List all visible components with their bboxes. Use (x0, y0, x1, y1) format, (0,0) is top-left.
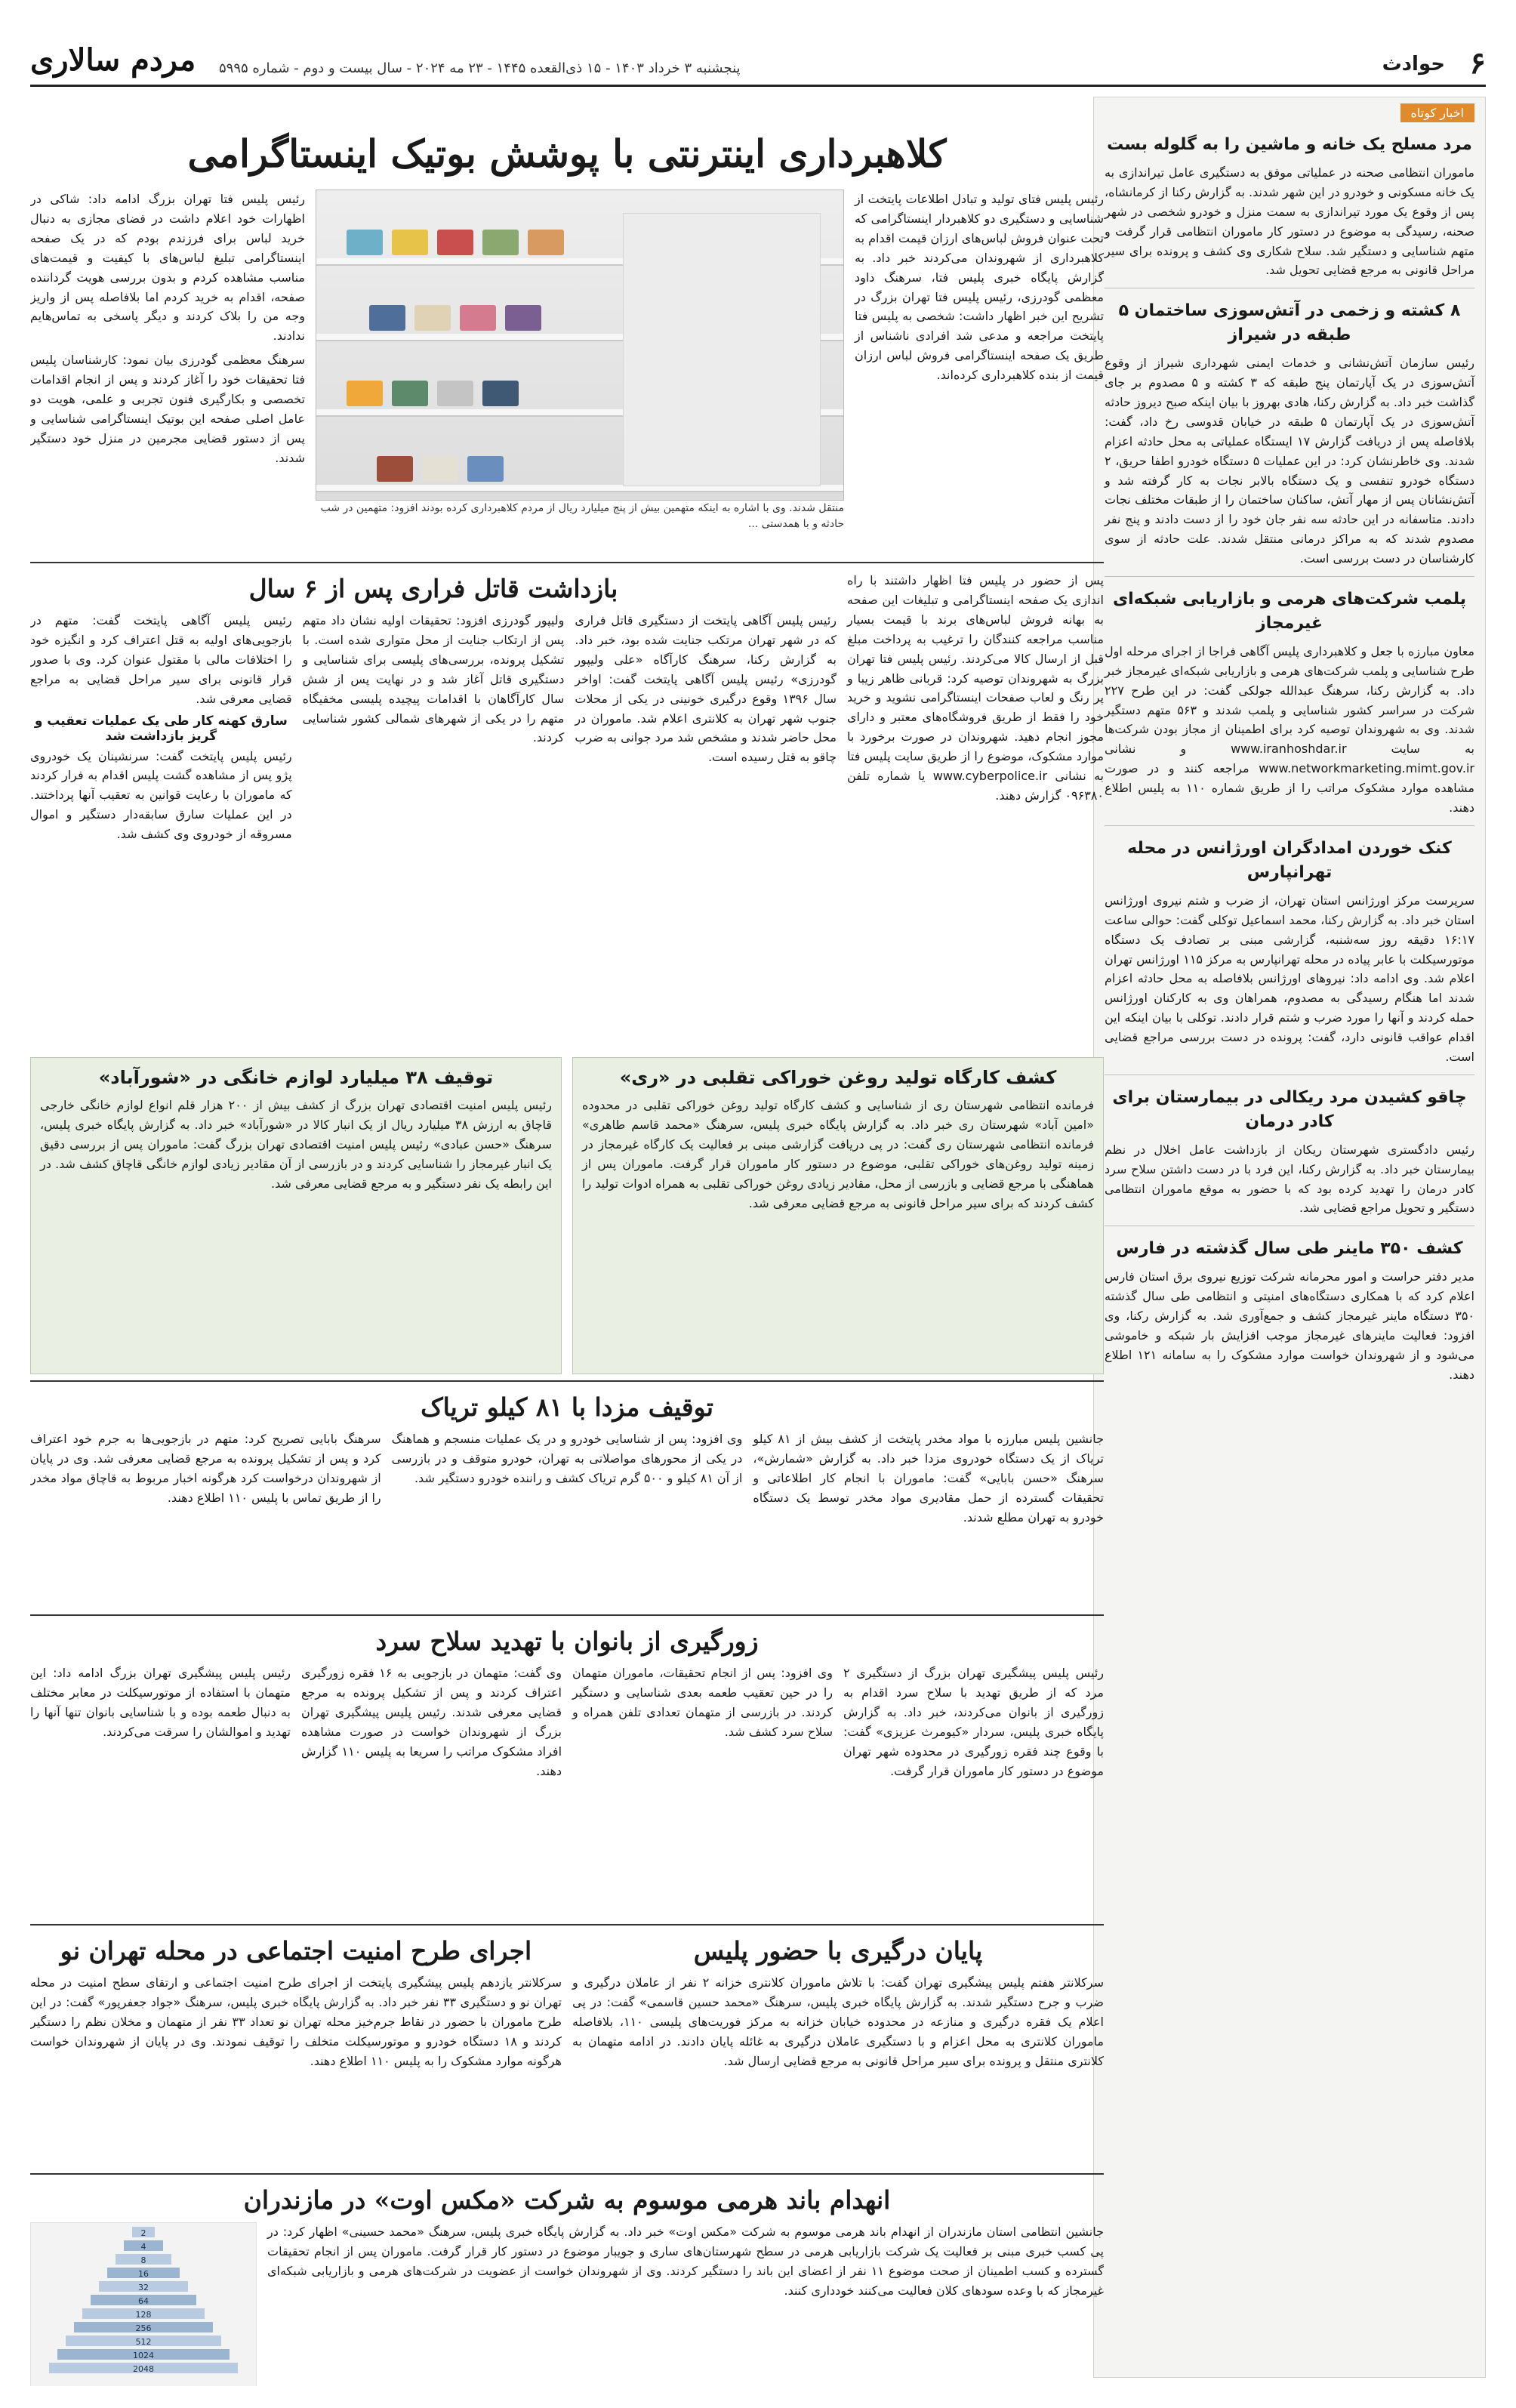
pyramid-level-label: 2 (140, 2228, 146, 2238)
story-fugitive (30, 562, 1104, 1062)
brief-4-body: سرپرست مرکز اورژانس استان تهران، از ضرب و شتم نیروی اورژانس استان خبر داد. به گزارش رکنا، محمد اسماعیل توکلی گفت: حوالی ساعت ۱۶:۱۷ دقیقه روز سه‌شنبه، گزارشی مبنی بر تصادف یک دستگاه موتورسیکلت با عابر پیاده در محله تهرانپارس به مرکز ۱۱۵ اورژانس تهران اعلام شد. وی ادامه داد: نیروهای اورژانس بلافاصله به محل حادثه اعزام شدند اما هنگام رسیدگی به مصدوم، همراهان وی به کارکنان اورژانس حمله کردند و آنها را مورد ضرب و شتم قرار دادند. توکلی با بیان اینکه این اقدام عواقب قانونی دارد، گفت: پرونده در دست بررسی مراجع قضایی است. (1105, 893, 1475, 1065)
opium-col-1: جانشین پلیس مبارزه با مواد مخدر پایتخت از کشف بیش از ۸۱ کیلو تریاک از یک دستگاه خودروی مزدا خبر داد. به گزارش «شمارش»، سرهنگ «حسن بابایی» گفت: ماموران با انجام کار اطلاعاتی و تحقیقات گسترده از حمل مقادیری مواد مخدر توسط یک دستگاه خودرو به تهران مطلع شدند. (753, 1432, 1104, 1525)
pyramid-level-label: 1024 (133, 2351, 154, 2360)
story-security-plan (30, 1933, 562, 2076)
lead-col-1: رئیس پلیس فتای تولید و تبادل اطلاعات پایتخت از شناسایی و دستگیری دو کلاهبردار اینستاگرامی که تحت عنوان فروش لباس‌های ارزان قیمت اقدام به کلاهبرداری از شهروندان می‌کردند خبر داد. به گزارش پایگاه خبری پلیس فتا، سرهنگ داود معظمی گودرزی، رئیس پلیس فتا تهران بزرگ در تشریح این خبر اظهار داشت: شخصی به پلیس فتا پایتخت مراجعه و مدعی شد افرادی ناشناس از طریق یک صفحه اینستاگرامی فروش لباس ارزان قیمت از بنده کلاهبرداری کرده‌اند. (854, 192, 1104, 383)
brief-news-tag: اخبار کوتاه (1400, 103, 1474, 122)
robbery-headline: زورگیری از بانوان با تهدید سلاح سرد (375, 1626, 759, 1656)
pyramid-body: جانشین انتظامی استان مازندران از انهدام باند هرمی موسوم به شرکت «مکس اوت» خبر داد. به گزارش پایگاه خبری پلیس، سرهنگ «محمد حسینی» اظهار کرد: در پی کسب خبری مبنی بر فعالیت یک شرکت بازاریابی هرمی در سطح شهرستان‌های ساری و جویبار موضوع در دستور کار قرار گرفت. ماموران پس از انجام تحقیقات گسترده و کسب اطمینان از صحت موضوع ۱۱ نفر از اعضای این باند را دستگیر کردند. وی از شهروندان خواست از عضویت در شرکت‌های هرمی و بازاریابی شبکه‌ای غیرمجاز که با وعده سودهای کلان فعالیت می‌کنند خودداری کنند. (267, 2225, 1104, 2298)
brief-5-title: چاقو کشیدن مرد ریکالی در بیمارستان برای کادر درمان (1112, 1087, 1467, 1131)
brief-2-title: ۸ کشته و زخمی در آتش‌سوزی ساختمان ۵ طبقه در شیراز (1118, 301, 1461, 345)
robbery-col-3: وی گفت: متهمان در بازجویی به ۱۶ فقره زورگیری اعتراف کردند و پس از تشکیل پرونده به مرجع قضایی معرفی شدند. رئیس پلیس پیشگیری تهران بزرگ از شهروندان خواست در صورت مشاهده افراد مشکوک مراتب را سریعا به پلیس ۱۱۰ گزارش دهند. (301, 1666, 562, 1778)
pyramid-level-label: 16 (138, 2269, 149, 2279)
fugitive-col-3: رئیس پلیس آگاهی پایتخت گفت: متهم در بازجویی‌های اولیه به قتل اعتراف کرد و انگیزه خود را اختلافات مالی با مقتول عنوان کرد. وی با صدور قرار قانونی برای سیر مراحل قضایی به مراجع قضایی معرفی شد. (30, 613, 292, 706)
security-plan-body: سرکلانتر یازدهم پلیس پیشگیری پایتخت از اجرای طرح امنیت اجتماعی و ارتقای سطح امنیت در محله تهران نو و دستگیری ۳۳ نفر خبر داد. به گزارش پایگاه خبری پلیس، سرهنگ «جواد جعفرپور» گفت: در این طرح ماموران با حضور در نقاط جرم‌خیز محله تهران نو تعداد ۳۳ نفر از متهمان و مخلان نظم را دستگیر کردند و ۱۸ دستگاه خودرو و موتورسیکلت متخلف را توقیف نمودند. وی در پایان از شهروندان خواست هرگونه موارد مشکوک را به پلیس ۱۱۰ اطلاع دهند. (30, 1975, 562, 2068)
newspaper-logo: مردم سالاری (30, 42, 196, 78)
brief-4-title: کنک خوردن امدادگران اورژانس در محله تهرانپارس (1127, 839, 1452, 882)
lead-headline: کلاهبرداری اینترنتی با پوشش بوتیک اینستاگرامی (187, 131, 947, 176)
masthead (30, 42, 1486, 87)
story-robbery (30, 1614, 1104, 1925)
pyramid-level-label: 4 (140, 2242, 146, 2252)
clash-headline: پایان درگیری با حضور پلیس (693, 1936, 983, 1966)
story-clash (572, 1933, 1104, 2076)
brief-2-body: رئیس سازمان آتش‌نشانی و خدمات ایمنی شهرداری شیراز از وقوع آتش‌سوزی در یک آپارتمان پنج طبقه که ۳ کشته و ۵ مصدوم بر جای گذاشت خبر داد. به گزارش رکنا، هادی بهروز با بیان اینکه صبح دیروز حادثه آتش‌سوزی در یک آپارتمان ۵ طبقه در خیابان قدوسی رخ داد، گفت: بلافاصله پس از دریافت گزارش ۱۷ ایستگاه عملیاتی به محل حادثه اعزام شدند. وی خاطرنشان کرد: در این عملیات ۵ دستگاه خودرو اطفا حریق، ۲ دستگاه خودرو تنفسی و یک دستگاه بالابر نجات به کار گرفته شد و آتش‌نشانان پس از مهار آتش، ساکنان ساختمان را از طبقات مختلف نجات دادند. متاسفانه در این حادثه سه نفر جان خود را از دست دادند و پنج نفر مصدوم شدند که به مراکز درمانی منتقل شدند. علت حادثه از سوی کارشناسان در دست بررسی است. (1105, 356, 1475, 566)
robbery-col-4: رئیس پلیس پیشگیری تهران بزرگ ادامه داد: این متهمان با استفاده از موتورسیکلت در معابر مختلف به دنبال طعمه بوده و با شناسایی بانوان تنها آنها را تهدید و اموالشان را سرقت می‌کردند. (30, 1666, 291, 1739)
boutique-photo (316, 190, 844, 501)
stories-row (30, 1924, 1104, 2175)
brief-3-title: پلمب شرکت‌های هرمی و بازاریابی شبکه‌ای غیرمجاز (1112, 590, 1467, 633)
brief-5-body: رئیس دادگستری شهرستان ریکان از بازداشت عامل اخلال در نظم بیمارستان خبر داد. به گزارش رکنا، این فرد با در دست داشتن سلاح سرد کادر درمان را تهدید کرده بود که با حضور به موقع ماموران انتظامی دستگیر و تحویل مراجع قضایی شد. (1105, 1142, 1474, 1216)
pyramid-level-label: 8 (140, 2255, 146, 2265)
story-pyramid-scheme (30, 2173, 1104, 2386)
divider (1105, 576, 1474, 577)
pyramid-level-label: 128 (135, 2310, 152, 2320)
green-boxes-row (30, 1057, 1104, 1374)
photo-caption: منتقل شدند. وی با اشاره به اینکه متهمین بیش از پنج میلیارد ریال از مردم کلاهبرداری کرده بودند افزود: متهمین در شب حادثه و با همدستی ... (320, 502, 844, 530)
opium-headline: توقیف مزدا با ۸۱ کیلو تریاک (421, 1392, 713, 1422)
edible-oil-box (572, 1057, 1104, 1374)
pyramid-level-label: 64 (138, 2296, 149, 2306)
appliances-box (30, 1057, 562, 1374)
opium-col-3: سرهنگ بابایی تصریح کرد: متهم در بازجویی‌ها به جرم خود اعتراف کرد و پس از تشکیل پرونده به مرجع قضایی معرفی شد. وی در پایان از شهروندان درخواست کرد هرگونه اخبار مربوط به قاچاق مواد مخدر را از طریق تماس با پلیس ۱۱۰ اطلاع دهند. (30, 1432, 381, 1505)
lead-col-2: رئیس پلیس فتا تهران بزرگ ادامه داد: شاکی در اظهارات خود اعلام داشت در فضای مجازی به دنبال خرید لباس برای فرزندم بودم که در یک صفحه اینستاگرامی تبلیغ لباس‌های با کیفیت و قیمت‌های مناسب مشاهده کردم و بدون بررسی هویت گرداننده صفحه، اقدام به خرید کردم اما بلافاصله پس از واریز وجه من را بلاک کردند و دیگر پاسخی به تماس‌هایم ندادند. (30, 192, 305, 344)
security-plan-headline: اجرای طرح امنیت اجتماعی در محله تهران نو (60, 1936, 532, 1966)
page-number: ۶ (1469, 45, 1486, 81)
thief-body: رئیس پلیس پایتخت گفت: سرنشینان یک خودروی پژو پس از مشاهده گشت پلیس اقدام به فرار کردند که ماموران با رعایت قوانین به تعقیب آنها پرداختند. در این عملیات سارق سابقه‌دار دستگیر و اموال مسروقه از خودروی وی کشف شد. (30, 748, 292, 842)
appliances-body: رئیس پلیس امنیت اقتصادی تهران بزرگ از کشف بیش از ۲۰۰ هزار قلم انواع لوازم خانگی خارجی قاچاق به ارزش ۳۸ میلیارد ریال از یک انبار کالا در «شورآباد» خبر داد. به گزارش پایگاه خبری پلیس، سرهنگ «حسن عبادی» رئیس پلیس امنیت اقتصادی تهران بزرگ گفت: ماموران پس از بررسی دقیق یک انبار غیرمجاز را شناسایی کردند و در بازرسی از آن مقادیر زیادی لوازم خانگی قاچاق کشف شد. در این رابطه یک نفر دستگیر و به مرجع قضایی معرفی شد. (40, 1098, 552, 1191)
main-content (30, 97, 1104, 2378)
edible-oil-body: فرمانده انتظامی شهرستان ری از شناسایی و کشف کارگاه تولید روغن خوراکی تقلبی در محدوده «امین آباد» شهرستان ری خبر داد. به گزارش پایگاه خبری پلیس، سرهنگ «محمد قاسم طاهری» فرمانده انتظامی شهرستان ری گفت: در پی دریافت گزارشی مبنی بر فعالیت یک کارگاه غیرمجاز در زمینه تولید روغن‌های خوراکی تقلبی، موضوع در دستور کار ماموران قرار گرفت. ماموران پس از هماهنگی با مرجع قضایی و بازرسی از محل، مقادیر زیادی روغن خوراکی تقلبی به همراه ادوات تولید را کشف کردند که برای سیر مراحل قانونی به مرجع قضایی معرفی شد. (582, 1098, 1094, 1210)
brief-6-body: مدیر دفتر حراست و امور محرمانه شرکت توزیع نیروی برق استان فارس اعلام کرد که با همکاری دستگاه‌های امنیتی و انتظامی طی سال گذشته ۳۵۰ دستگاه ماینر غیرمجاز کشف و جمع‌آوری شد. به گزارش رکنا، وی افزود: فعالیت ماینرهای غیرمجاز موجب افزایش بار شبکه و خاموشی می‌شود و از شهروندان خواست موارد مشکوک را به سامانه ۱۲۱ اطلاع دهند. (1105, 1269, 1475, 1382)
pyramid-headline: انهدام باند هرمی موسوم به شرکت «مکس اوت» در مازندران (243, 2185, 891, 2215)
pyramid-level-label: 2048 (133, 2364, 154, 2374)
brief-6-title: کشف ۳۵۰ ماینر طی سال گذشته در فارس (1116, 1239, 1463, 1259)
lead-col-3: سرهنگ معظمی گودرزی بیان نمود: کارشناسان پلیس فتا تحقیقات خود را آغاز کردند و پس از انجام اقدامات تخصصی و بکارگیری فنون تجربی و علمی، هویت دو عامل اصلی صفحه این بوتیک اینستاگرامی شناسایی و پس از دستور قضایی مجرمین در منزل خود دستگیر شدند. (30, 353, 305, 465)
pyramid-level-label: 256 (135, 2323, 152, 2333)
robbery-col-2: وی افزود: پس از انجام تحقیقات، ماموران متهمان را در حین تعقیب طعمه بعدی شناسایی و دستگیر کردند. در بازرسی از متهمان تعدادی تلفن همراه و سلاح سرد کشف شد. (572, 1666, 833, 1739)
clash-body: سرکلانتر هفتم پلیس پیشگیری تهران گفت: با تلاش ماموران کلانتری خزانه ۲ نفر از عاملان درگیری و ضرب و جرح دستگیر شدند. به گزارش پایگاه خبری پلیس، سرهنگ «محمد حسین قاسمی» گفت: در پی اعلام یک فقره درگیری و منازعه در محدوده خیابان خزانه به مرکز فوریت‌های پلیسی ۱۱۰، بلافاصله ماموران کلانتری به محل اعزام و با دستگیری عاملان درگیری به غائله پایان دادند. در ادامه متهمان به کلانتری منتقل و پرونده برای سیر مراحل قانونی به مرجع قضایی ارسال شد. (572, 1975, 1104, 2068)
brief-1-title: مرد مسلح یک خانه و ماشین را به گلوله بست (1107, 135, 1472, 154)
story-opium (30, 1380, 1104, 1616)
lead-col-4: پس از حضور در پلیس فتا اظهار داشتند با راه اندازی یک صفحه اینستاگرامی و تبلیغات این صفحه به بهانه فروش لباس‌های برند با قیمت بسیار مناسب مراجعه کنندگان را ترغیب به پرداخت مبلغ قبل از ارسال کالا می‌کردند. رئیس پلیس فتا تهران بزرگ به شهروندان توصیه کرد: قربانی ظاهر زیبا و پر رنگ و لعاب صفحات اینستاگرامی نشوید و خرید خود را فقط از طریق فروشگاه‌های معتبر و دارای مجوز انجام دهید. شهروندان در صورت برخورد با موارد مشکوک، موضوع را از طریق سایت پلیس فتا به نشانی www.cyberpolice.ir یا شماره تلفن ۰۹۶۳۸۰ گزارش دهند. (847, 573, 1104, 803)
appliances-headline: توقیف ۳۸ میلیارد لوازم خانگی در «شورآباد» (98, 1067, 494, 1088)
robbery-col-1: رئیس پلیس پیشگیری تهران بزرگ از دستگیری ۲ مرد که از طریق تهدید با سلاح سرد اقدام به زورگیری از بانوان می‌کردند، خبر داد. به گزارش پایگاه خبری پلیس، سردار «کیومرث عزیزی» گفت: با وقوع چند فقره زورگیری در محدوده شهر تهران موضوع در دستور کار ماموران قرار گرفت. (843, 1666, 1104, 1778)
news-brief-sidebar (1093, 97, 1486, 2378)
issue-info: پنجشنبه ۳ خرداد ۱۴۰۳ - ۱۵ ذی‌القعده ۱۴۴۵ - ۲۳ مه ۲۰۲۴ - سال بیست و دوم - شماره ۵۹۹۵ (219, 60, 741, 76)
edible-oil-headline: کشف کارگاه تولید روغن خوراکی تقلبی در «ری» (619, 1067, 1057, 1088)
brief-3-body: معاون مبارزه با جعل و کلاهبرداری پلیس آگاهی فراجا از اجرای مرحله اول طرح شناسایی و پلمب شرکت‌های هرمی و بازاریابی شبکه‌ای غیرمجاز خبر داد. به گزارش رکنا، سرهنگ عبدالله جولکی گفت: در این طرح ۲۲۷ شرکت در سراسر کشور شناسایی و پلمب شدند و ۵۶۳ متهم دستگیر شدند. وی به شهروندان توصیه کرد برای اطمینان از مجاز بودن شرکت‌ها به سایت www.iranhoshdar.ir و نشانی www.networkmarketing.mimt.gov.ir مراجعه کنند و در صورت مشاهده موارد مشکوک مراتب را از طریق شماره ۱۱۰ به پلیس اطلاع دهند. (1105, 643, 1475, 816)
divider (1105, 825, 1474, 826)
pyramid-level-label: 32 (138, 2283, 149, 2292)
brief-1-body: ماموران انتظامی صحنه در عملیاتی موفق به دستگیری عامل تیراندازی به یک خانه مسکونی و خودرو در این شهر شدند. به گزارش رکنا از کرمانشاه، پس از وقوع یک مورد تیراندازی به سمت منزل و خودرو شخصی در شهر صحنه، رسیدگی به موضوع در دستور کار ماموران انتظامی قرار گرفت و متهم شناسایی و دستگیر شد. سلاح شکاری وی کشف و پرونده برای سیر مراحل قانونی به مرجع قضایی تحویل شد. (1105, 165, 1474, 278)
pyramid-level-label: 512 (135, 2337, 152, 2347)
pyramid-scheme-graphic (30, 2222, 257, 2386)
fugitive-headline: بازداشت قاتل فراری پس از ۶ سال (248, 574, 618, 603)
section-title: حوادث (1382, 53, 1445, 76)
fugitive-col-1: رئیس پلیس آگاهی پایتخت از دستگیری قاتل فراری که در شهر تهران مرتکب جنایت شده بود، خبر داد. به گزارش رکنا، سرهنگ کارآگاه «علی ولیپور گودرزی» رئیس پلیس آگاهی پایتخت گفت: اواخر سال ۱۳۹۶ وقوع درگیری خونینی در یکی از محلات جنوب شهر تهران به کلانتری اعلام شد. ماموران در محل حاضر شدند و مشخص شد مرد جوانی به ضرب چاقو به قتل رسیده است. (575, 613, 837, 765)
fugitive-col-2: ولیپور گودرزی افزود: تحقیقات اولیه نشان داد متهم پس از ارتکاب جنایت از محل متواری شده است. با تشکیل پرونده، بررسی‌های پلیسی برای شناسایی و دستگیری قاتل آغاز شد و در نهایت پس از شش سال کارآگاهان با اقدامات پیچیده پلیسی مخفیگاه متهم را در یکی از شهرهای شمالی کشور شناسایی کردند. (302, 613, 565, 745)
lead-story (30, 97, 1104, 557)
opium-col-2: وی افزود: پس از شناسایی خودرو و در یک عملیات منسجم و هماهنگ در یکی از محورهای مواصلاتی به تهران، خودرو متوقف و در بازرسی از آن ۸۱ کیلو و ۵۰۰ گرم تریاک کشف و راننده خودرو دستگیر شد. (391, 1432, 743, 1485)
thief-subheadline: سارق کهنه کار طی یک عملیات تعقیب و گریز بازداشت شد (34, 713, 288, 744)
